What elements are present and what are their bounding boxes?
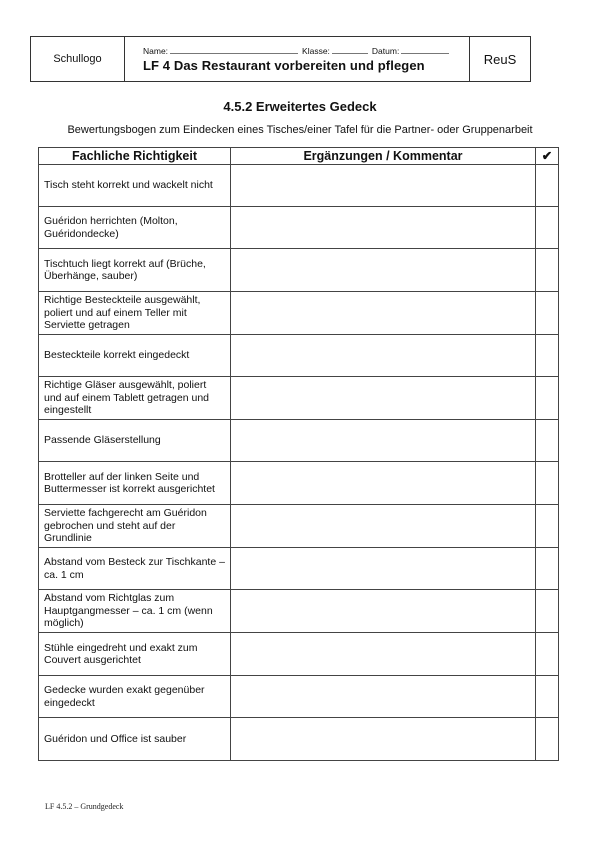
table-row [39, 505, 559, 548]
document-title: LF 4 Das Restaurant vorbereiten und pflegen [143, 57, 425, 73]
check-cell[interactable] [536, 676, 559, 718]
check-cell[interactable] [536, 292, 559, 335]
date-label: Datum: [371, 45, 400, 56]
check-cell[interactable] [536, 548, 559, 590]
comment-cell[interactable] [231, 548, 536, 590]
check-cell[interactable] [536, 335, 559, 377]
comment-cell[interactable] [231, 462, 536, 505]
table-row [39, 548, 559, 590]
check-cell[interactable] [536, 420, 559, 462]
class-line[interactable] [332, 52, 368, 54]
table-row [39, 207, 559, 249]
column-header-correctness: Fachliche Richtigkeit [39, 148, 231, 165]
criterion-cell: Abstand vom Besteck zur Tischkante – ca. 1 cm [39, 548, 231, 590]
table-row [39, 249, 559, 292]
section-title: 4.5.2 Erweitertes Gedeck [223, 99, 377, 114]
comment-cell[interactable] [231, 676, 536, 718]
check-cell[interactable] [536, 377, 559, 420]
comment-cell[interactable] [231, 292, 536, 335]
table-row [39, 633, 559, 676]
table-row [39, 377, 559, 420]
table-row [39, 718, 559, 761]
criterion-cell: Richtige Besteckteile ausgewählt, poliert und auf einem Teller mit Serviette getragen [39, 292, 231, 335]
comment-cell[interactable] [231, 207, 536, 249]
criterion-cell: Abstand vom Richtglas zum Hauptgangmesser – ca. 1 cm (wenn möglich) [39, 590, 231, 633]
document-header [30, 36, 531, 82]
comment-cell[interactable] [231, 377, 536, 420]
check-cell[interactable] [536, 462, 559, 505]
criterion-cell: Guéridon herrichten (Molton, Guéridondecke) [39, 207, 231, 249]
check-cell[interactable] [536, 590, 559, 633]
name-line[interactable] [170, 52, 298, 54]
comment-cell[interactable] [231, 633, 536, 676]
date-line[interactable] [401, 52, 449, 54]
comment-cell[interactable] [231, 718, 536, 761]
header-info [125, 37, 470, 81]
table-row [39, 462, 559, 505]
comment-cell[interactable] [231, 505, 536, 548]
check-cell[interactable] [536, 505, 559, 548]
comment-cell[interactable] [231, 590, 536, 633]
table-body [39, 165, 559, 761]
evaluation-table [38, 147, 559, 761]
check-cell[interactable] [536, 633, 559, 676]
criterion-cell: Stühle eingedreht und exakt zum Couvert ausgerichtet [39, 633, 231, 676]
name-label: Name: [143, 45, 169, 56]
check-cell[interactable] [536, 165, 559, 207]
table-row [39, 292, 559, 335]
criterion-cell: Tischtuch liegt korrekt auf (Brüche, Überhänge, sauber) [39, 249, 231, 292]
check-cell[interactable] [536, 207, 559, 249]
criterion-cell: Besteckteile korrekt eingedeckt [39, 335, 231, 377]
check-cell[interactable] [536, 718, 559, 761]
comment-cell[interactable] [231, 420, 536, 462]
class-label: Klasse: [302, 45, 330, 56]
criterion-cell: Serviette fachgerecht am Guéridon gebrochen und steht auf der Grundlinie [39, 505, 231, 548]
subtitle: Bewertungsbogen zum Eindecken eines Tisches/einer Tafel für die Partner- oder Gruppenarbeit [67, 124, 533, 136]
page-footer: LF 4.5.2 – Grundgedeck [45, 802, 124, 811]
criterion-cell: Guéridon und Office ist sauber [39, 718, 231, 761]
column-header-comments: Ergänzungen / Kommentar [231, 148, 536, 165]
criterion-cell: Tisch steht korrekt und wackelt nicht [39, 165, 231, 207]
student-fields [143, 46, 463, 56]
criterion-cell: Passende Gläserstellung [39, 420, 231, 462]
comment-cell[interactable] [231, 335, 536, 377]
table-header-row [39, 148, 559, 165]
column-header-check-icon: ✔ [536, 148, 559, 165]
school-logo-placeholder: Schullogo [31, 37, 125, 81]
table-row [39, 335, 559, 377]
author-abbreviation: ReuS [483, 51, 517, 67]
comment-cell[interactable] [231, 249, 536, 292]
check-cell[interactable] [536, 249, 559, 292]
criterion-cell: Brotteller auf der linken Seite und Buttermesser ist korrekt ausgerichtet [39, 462, 231, 505]
table-row [39, 165, 559, 207]
table-row [39, 676, 559, 718]
table-row [39, 590, 559, 633]
comment-cell[interactable] [231, 165, 536, 207]
criterion-cell: Richtige Gläser ausgewählt, poliert und auf einem Tablett getragen und eingestellt [39, 377, 231, 420]
table-row [39, 420, 559, 462]
criterion-cell: Gedecke wurden exakt gegenüber eingedeckt [39, 676, 231, 718]
